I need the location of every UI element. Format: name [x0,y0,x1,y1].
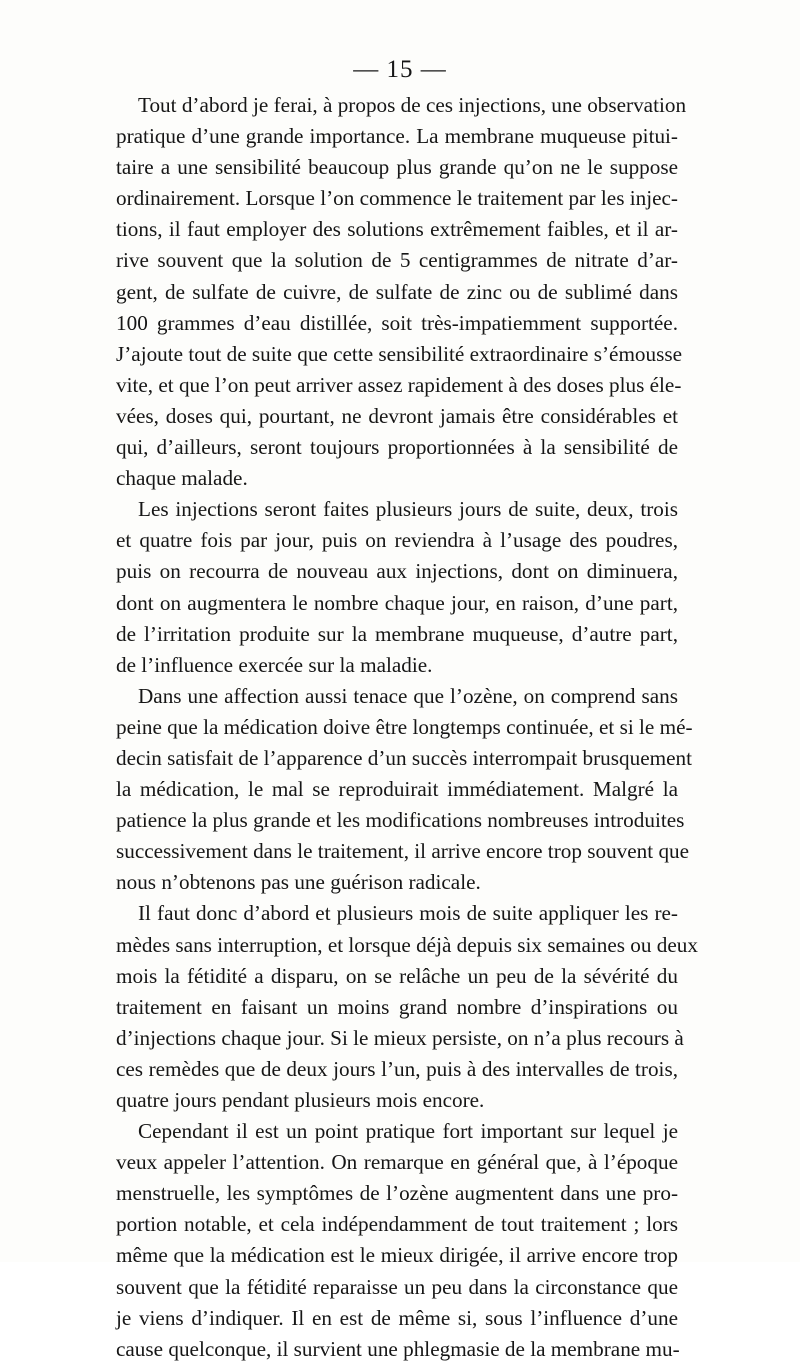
text-line: decin satisfait de l’apparence d’un succès interrompait brusquement [116,745,692,770]
paragraph [116,681,693,899]
text-line: successivement dans le traitement, il arrive encore trop souvent que [116,839,690,864]
body-text [116,90,698,1365]
text-line: la médication, le mal se reproduirait immédiatement. Malgré la [116,777,678,802]
text-line: Dans une affection aussi tenace que l’ozène, on comprend sans [138,683,678,708]
text-line: qui, d’ailleurs, seront toujours proportionnées à la sensibilité de [116,435,678,460]
text-line: cause quelconque, il survient une phlegmasie de la membrane mu- [116,1336,680,1361]
paragraph [116,898,698,1116]
text-line: Il faut donc d’abord et plusieurs mois de suite appliquer les re- [138,901,678,926]
text-line: J’ajoute tout de suite que cette sensibilité extraordinaire s’émousse [116,341,683,366]
text-line: tions, il faut employer des solutions extrêmement faibles, et il ar- [116,217,678,242]
text-line: vite, et que l’on peut arriver assez rapidement à des doses plus éle- [116,372,682,397]
text-line: nous n’obtenons pas une guérison radicale. [116,870,481,895]
text-line: veux appeler l’attention. On remarque en général que, à l’époque [116,1150,678,1175]
text-line: Cependant il est un point pratique fort important sur lequel je [138,1119,678,1144]
text-line: Les injections seront faites plusieurs jours de suite, deux, trois [138,497,678,522]
text-line: mèdes sans interruption, et lorsque déjà depuis six semaines ou deux [116,932,698,957]
text-line: même que la médication est le mieux dirigée, il arrive encore trop [116,1243,678,1268]
text-line: dont on augmentera le nombre chaque jour, en raison, d’une part, [116,590,678,615]
text-line: souvent que la fétidité reparaisse un peu dans la circonstance que [116,1274,678,1299]
text-line: d’injections chaque jour. Si le mieux persiste, on n’a plus recours à [116,1025,684,1050]
paragraph [116,494,678,681]
text-line: et quatre fois par jour, puis on reviendra à l’usage des poudres, [116,528,678,553]
text-line: de l’irritation produite sur la membrane muqueuse, d’autre part, [116,621,678,646]
text-line: quatre jours pendant plusieurs mois encore. [116,1088,485,1112]
text-line: chaque malade. [116,466,248,491]
page-number: — 15 — [353,56,447,83]
paragraph [116,1116,678,1365]
text-line: taire a une sensibilité beaucoup plus grande qu’on ne le suppose [116,155,678,180]
text-line: vées, doses qui, pourtant, ne devront jamais être considérables et [116,403,678,428]
text-line: ordinairement. Lorsque l’on commence le traitement par les injec- [116,186,678,211]
text-line: Tout d’abord je ferai, à propos de ces injections, une observation [138,93,687,117]
paragraph [116,90,687,494]
text-line: menstruelle, les symptômes de l’ozène augmentent dans une pro- [116,1181,678,1206]
text-line: je viens d’indiquer. Il en est de même si, sous l’influence d’une [116,1305,678,1330]
text-line: patience la plus grande et les modifications nombreuses introduites [116,808,685,833]
text-line: gent, de sulfate de cuivre, de sulfate de zinc ou de sublimé dans [116,279,678,304]
text-line: portion notable, et cela indépendamment de tout traitement ; lors [116,1212,678,1237]
text-line: puis on recourra de nouveau aux injections, dont on diminuera, [116,559,678,584]
text-line: peine que la médication doive être longtemps continuée, et si le mé- [116,714,693,739]
text-line: de l’influence exercée sur la maladie. [116,652,433,677]
text-line: rive souvent que la solution de 5 centigrammes de nitrate d’ar- [116,248,678,273]
text-line: pratique d’une grande importance. La membrane muqueuse pitui- [116,124,678,149]
text-line: traitement en faisant un moins grand nombre d’inspirations ou [116,994,678,1019]
text-line: ces remèdes que de deux jours l’un, puis à des intervalles de trois, [116,1056,678,1081]
text-line: mois la fétidité a disparu, on se relâche un peu de la sévérité du [116,963,678,988]
text-line: 100 grammes d’eau distillée, soit très-impatiemment supportée. [116,310,678,335]
